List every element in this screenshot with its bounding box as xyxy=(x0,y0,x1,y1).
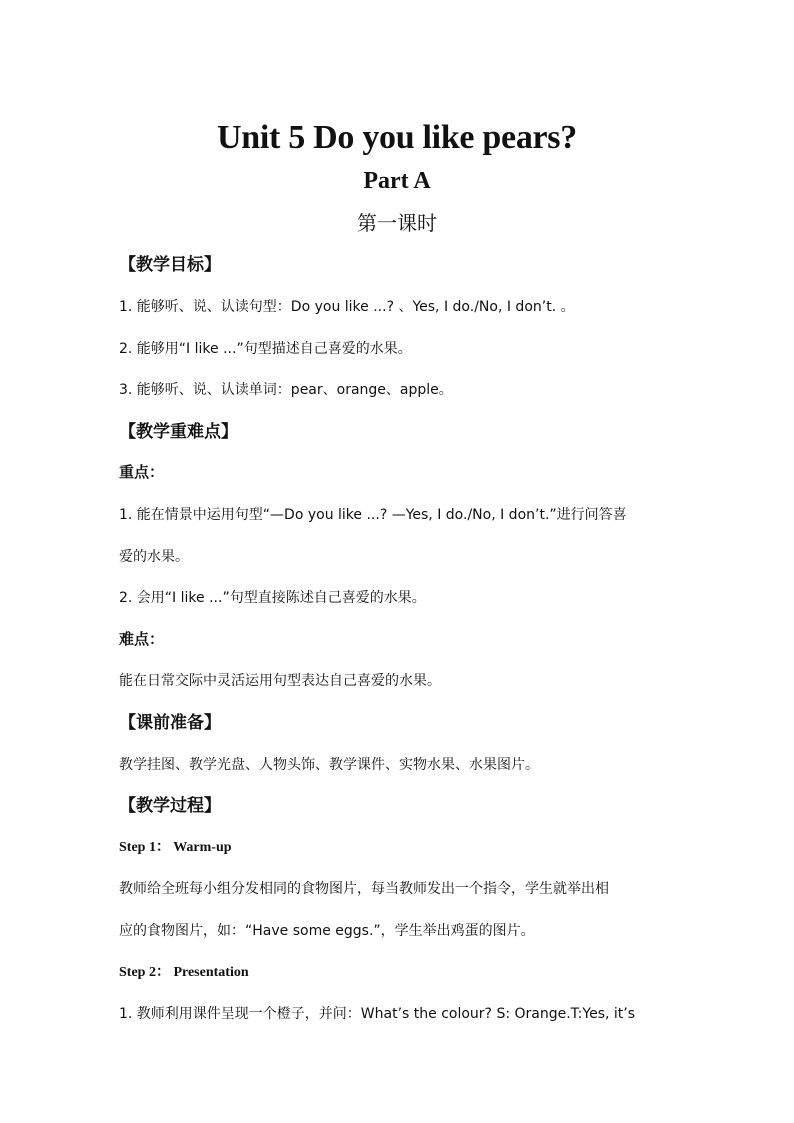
process-heading: 【教学过程】 xyxy=(119,796,221,816)
key-item: 1. 能在情景中运用句型“—Do you like ...? —Yes, I do./No, I don’t.”进行问答喜 xyxy=(119,507,627,523)
step1-line: 应的食物图片，如：“Have some eggs.”，学生举出鸡蛋的图片。 xyxy=(119,923,535,939)
objective-item: 1. 能够听、说、认读句型：Do you like ...? 、Yes, I do./No, I don’t. 。 xyxy=(119,299,575,315)
step1-label: Step 1： Warm-up xyxy=(119,840,232,855)
key-item: 爱的水果。 xyxy=(119,549,189,565)
objective-item: 2. 能够用“I like ...”句型描述自己喜爱的水果。 xyxy=(119,341,412,357)
step2-line: 1. 教师利用课件呈现一个橙子，并问：What’s the colour? S: Orange.T:Yes, it’s xyxy=(119,1006,636,1022)
step1-line: 教师给全班每小组分发相同的食物图片，每当教师发出一个指令，学生就举出相 xyxy=(119,881,609,897)
preparation-text: 教学挂图、教学光盘、人物头饰、教学课件、实物水果、水果图片。 xyxy=(119,757,539,773)
key-points-heading: 【教学重难点】 xyxy=(119,422,238,442)
part-title: Part A xyxy=(363,168,431,194)
step2-label: Step 2： Presentation xyxy=(119,965,249,980)
difficulty-label: 难点： xyxy=(119,630,165,648)
preparation-heading: 【课前准备】 xyxy=(119,713,221,733)
key-label: 重点： xyxy=(119,463,165,481)
difficulty-text: 能在日常交际中灵活运用句型表达自己喜爱的水果。 xyxy=(119,673,441,689)
document-title: Unit 5 Do you like pears? xyxy=(217,119,577,156)
objectives-heading: 【教学目标】 xyxy=(119,255,221,275)
lesson-title: 第一课时 xyxy=(357,211,437,235)
key-item: 2. 会用“I like ...”句型直接陈述自己喜爱的水果。 xyxy=(119,590,426,606)
objective-item: 3. 能够听、说、认读单词：pear、orange、apple。 xyxy=(119,382,453,398)
